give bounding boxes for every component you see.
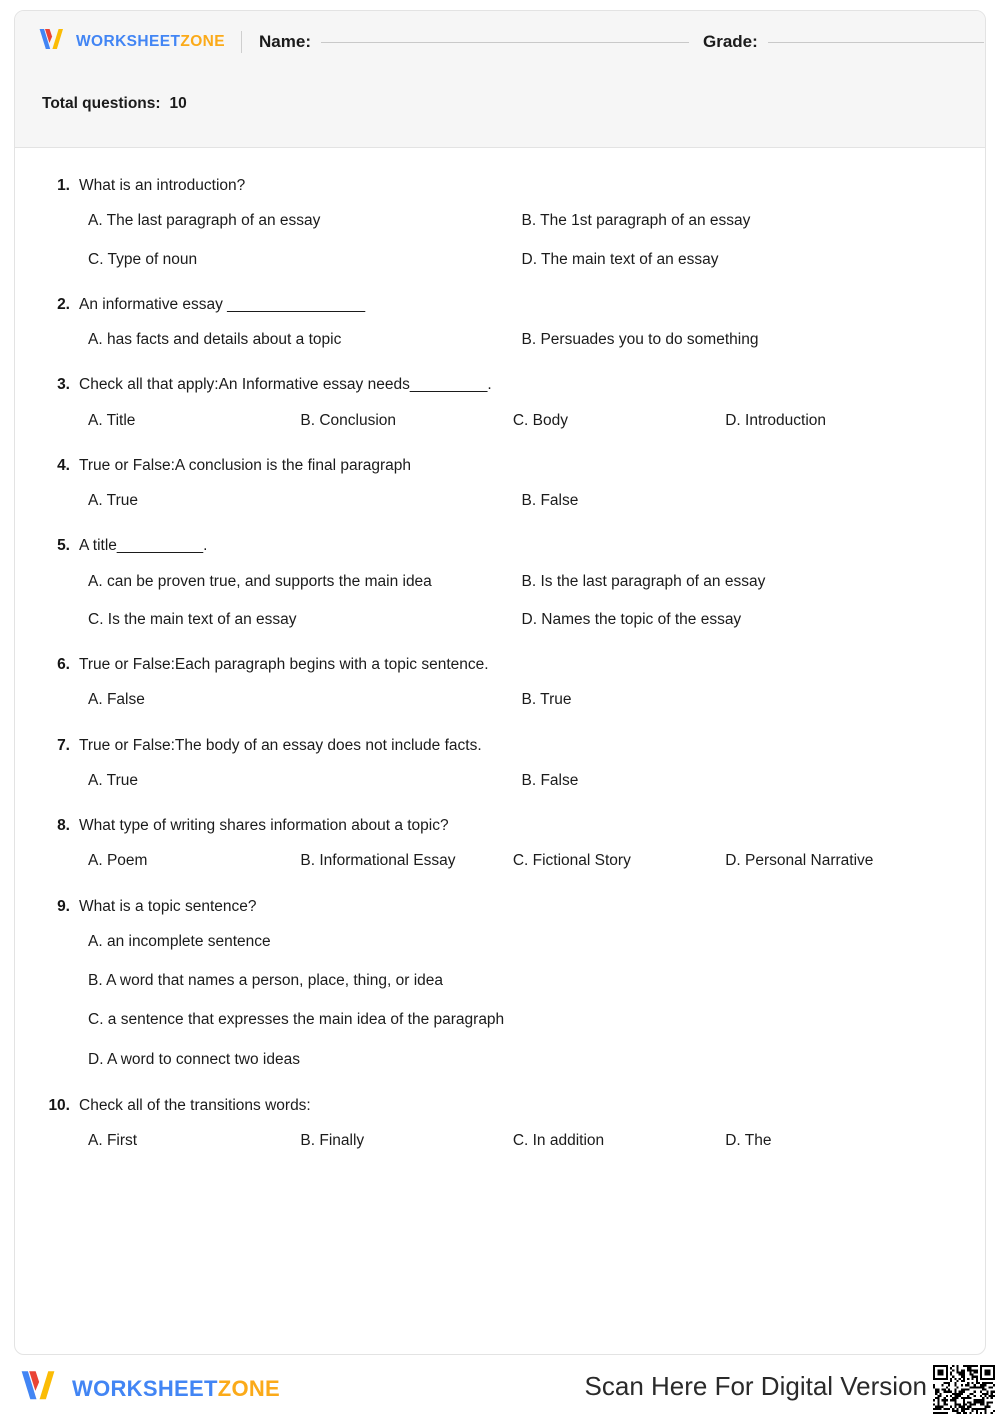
question-item xyxy=(45,293,955,359)
worksheet-zone-w-logo-icon xyxy=(18,1368,60,1409)
question-item xyxy=(45,534,955,638)
header-divider xyxy=(241,31,242,53)
answer-option[interactable]: D. Introduction xyxy=(725,411,827,429)
question-text: What type of writing shares information about a topic? xyxy=(79,817,449,834)
question-item xyxy=(45,653,955,719)
name-input-line[interactable] xyxy=(321,42,689,43)
answer-option[interactable]: B. Conclusion xyxy=(300,411,397,429)
answer-option[interactable]: D. A word to connect two ideas xyxy=(88,1050,300,1068)
answer-option[interactable]: B. The 1st paragraph of an essay xyxy=(521,212,751,230)
question-text: A title__________. xyxy=(79,537,208,555)
question-options xyxy=(45,841,955,879)
question-options xyxy=(45,922,955,1079)
question-number: 3. xyxy=(57,376,70,394)
question-number: 1. xyxy=(57,177,70,194)
name-label: Name: xyxy=(259,32,311,51)
total-questions-label: Total questions: xyxy=(42,95,161,112)
grade-label: Grade: xyxy=(703,32,758,51)
question-item xyxy=(45,174,955,278)
footer-brand-word-worksheet: WORKSHEET xyxy=(72,1375,218,1401)
question-item xyxy=(45,373,955,439)
question-item xyxy=(45,895,955,1079)
question-header xyxy=(45,734,955,757)
answer-option[interactable]: C. Is the main text of an essay xyxy=(88,610,297,628)
answer-option[interactable]: D. Names the topic of the essay xyxy=(521,610,742,628)
answer-option[interactable]: D. The xyxy=(725,1132,772,1149)
question-item xyxy=(45,814,955,880)
question-text: An informative essay ________________ xyxy=(79,295,366,313)
brand-word-zone: ZONE xyxy=(180,33,226,50)
question-options xyxy=(45,401,955,439)
question-header xyxy=(45,895,955,918)
answer-option[interactable]: B. Finally xyxy=(300,1132,365,1149)
question-number: 2. xyxy=(57,295,70,313)
answer-option[interactable]: A. Title xyxy=(88,411,136,429)
footer-brand-wordmark xyxy=(72,1376,280,1402)
worksheet-footer xyxy=(0,1362,1000,1414)
question-number: 5. xyxy=(57,537,70,555)
question-header xyxy=(45,293,955,316)
question-header xyxy=(45,1094,955,1117)
question-item xyxy=(45,454,955,520)
footer-brand-word-zone: ZONE xyxy=(217,1375,281,1401)
question-options xyxy=(45,680,955,718)
total-questions-row xyxy=(42,95,187,113)
worksheet-zone-w-logo-icon xyxy=(37,27,67,57)
question-text: Check all that apply:An Informative essay needs_________. xyxy=(79,376,492,394)
answer-option[interactable]: C. In addition xyxy=(512,1132,605,1149)
scan-prompt-text: Scan Here For Digital Version xyxy=(584,1371,927,1401)
brand-wordmark xyxy=(76,33,225,51)
question-number: 9. xyxy=(57,897,70,915)
question-number: 10. xyxy=(48,1096,70,1114)
question-header xyxy=(45,174,955,197)
answer-option[interactable]: B. A word that names a person, place, thing, or idea xyxy=(88,972,443,989)
answer-option[interactable]: B. False xyxy=(521,492,579,509)
brand-word-worksheet: WORKSHEET xyxy=(76,33,181,50)
question-header xyxy=(45,454,955,477)
question-options xyxy=(45,1121,955,1159)
header-row xyxy=(15,11,985,73)
question-text: What is a topic sentence? xyxy=(79,897,257,915)
question-text: What is an introduction? xyxy=(79,177,246,194)
grade-field[interactable] xyxy=(703,32,984,52)
worksheet-header xyxy=(15,11,985,148)
question-header xyxy=(45,373,955,396)
question-options xyxy=(45,320,955,358)
question-options xyxy=(45,562,955,639)
answer-option[interactable]: C. Body xyxy=(512,411,568,429)
answer-option[interactable]: D. Personal Narrative xyxy=(725,852,874,870)
answer-option[interactable]: D. The main text of an essay xyxy=(521,250,719,268)
answer-option[interactable]: A. an incomplete sentence xyxy=(88,932,271,950)
answer-option[interactable]: B. Is the last paragraph of an essay xyxy=(521,572,766,590)
question-text: Check all of the transitions words: xyxy=(79,1096,311,1114)
answer-option[interactable]: A. First xyxy=(88,1132,138,1149)
question-text: True or False:The body of an essay does not include facts. xyxy=(79,736,482,754)
question-item xyxy=(45,734,955,800)
question-item xyxy=(45,1094,955,1160)
answer-option[interactable]: A. False xyxy=(88,691,145,709)
answer-option[interactable]: A. True xyxy=(88,492,138,509)
brand-logo xyxy=(37,27,225,57)
answer-option[interactable]: A. Poem xyxy=(88,852,148,870)
answer-option[interactable]: C. Type of noun xyxy=(88,250,198,268)
answer-option[interactable]: A. has facts and details about a topic xyxy=(88,331,342,348)
answer-option[interactable]: C. a sentence that expresses the main idea of the paragraph xyxy=(88,1011,505,1029)
question-number: 8. xyxy=(57,817,70,834)
question-text: True or False:A conclusion is the final paragraph xyxy=(79,456,411,474)
answer-option[interactable]: B. False xyxy=(521,771,579,789)
question-number: 4. xyxy=(57,456,70,474)
answer-option[interactable]: B. Informational Essay xyxy=(300,852,456,870)
worksheet-card xyxy=(14,10,986,1355)
answer-option[interactable]: A. True xyxy=(88,771,138,789)
answer-option[interactable]: A. The last paragraph of an essay xyxy=(88,212,321,230)
footer-brand-logo xyxy=(18,1368,280,1409)
qr-code-icon[interactable] xyxy=(933,1365,995,1414)
total-questions-count: 10 xyxy=(169,95,187,112)
answer-option[interactable]: B. Persuades you to do something xyxy=(521,331,759,348)
questions-list xyxy=(15,148,985,1159)
question-text: True or False:Each paragraph begins with a topic sentence. xyxy=(79,656,489,673)
question-options xyxy=(45,481,955,519)
question-options xyxy=(45,761,955,799)
question-header xyxy=(45,534,955,557)
question-number: 6. xyxy=(57,656,70,673)
question-header xyxy=(45,653,955,676)
grade-input-line[interactable] xyxy=(768,42,984,43)
question-header xyxy=(45,814,955,837)
answer-option[interactable]: A. can be proven true, and supports the main idea xyxy=(88,572,432,590)
name-field[interactable] xyxy=(259,32,689,52)
question-number: 7. xyxy=(57,736,70,754)
answer-option[interactable]: C. Fictional Story xyxy=(512,852,631,870)
answer-option[interactable]: B. True xyxy=(521,691,572,709)
question-options xyxy=(45,201,955,278)
